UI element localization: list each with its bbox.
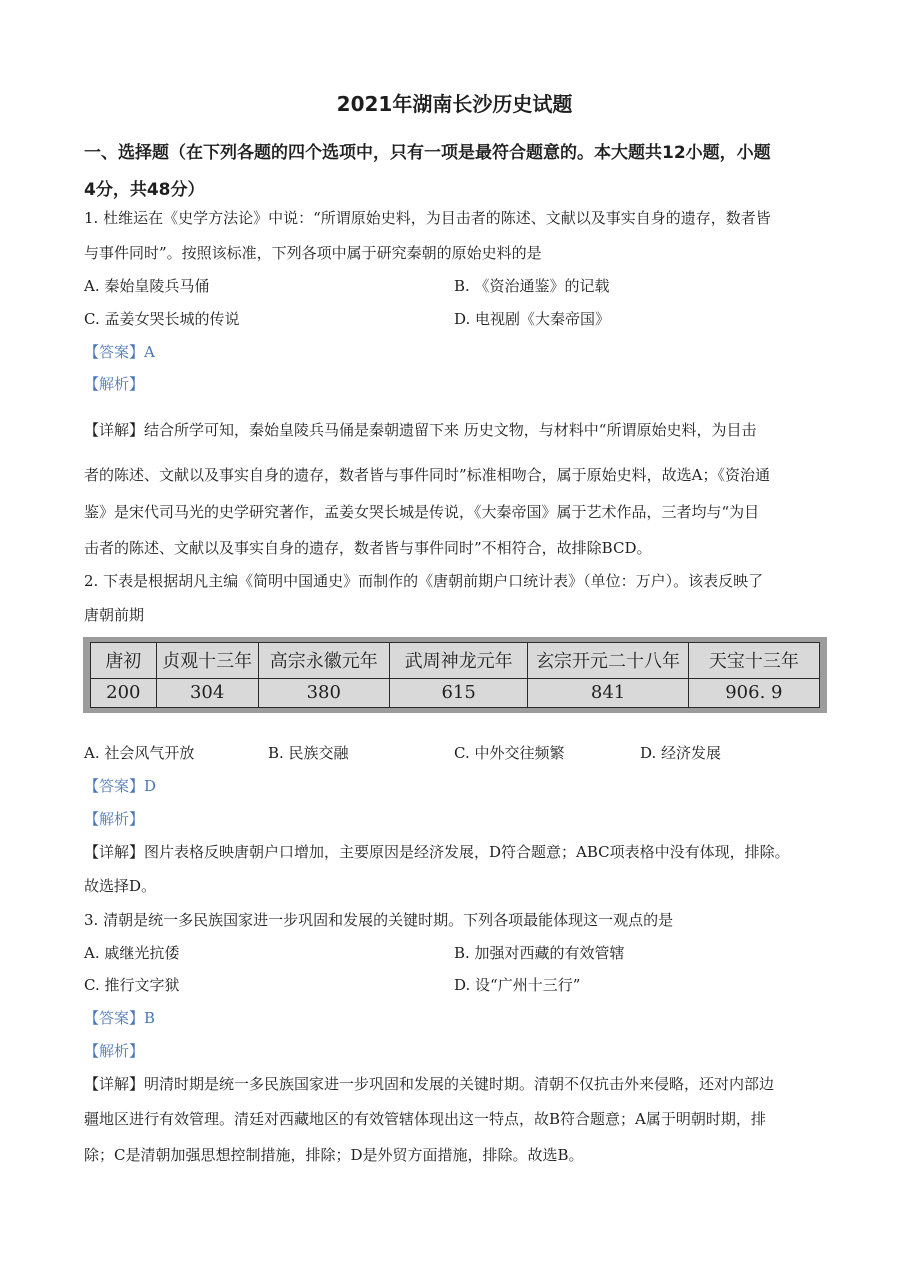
table-header-cell: 武周神龙元年 — [389, 643, 528, 679]
table-header-cell: 唐初 — [91, 643, 157, 679]
q2-stem-line1: 2. 下表是根据胡凡主编《简明中国通史》而制作的《唐朝前期户口统计表》（单位：万户）。该表反映了 — [84, 572, 764, 590]
q2-detail-line1: 【详解】图片表格反映唐朝户口增加，主要原因是经济发展，D符合题意；ABC项表格中没有体现，排除。 — [84, 843, 790, 861]
q3-option-a: A. 戚继光抗倭 — [84, 944, 180, 962]
q3-answer: 【答案】B — [84, 1009, 156, 1027]
q2-answer: 【答案】D — [84, 777, 157, 795]
q2-option-d: D. 经济发展 — [640, 744, 722, 762]
section-heading-line1: 一、选择题（在下列各题的四个选项中，只有一项是最符合题意的。本大题共12小题，小题 — [84, 143, 771, 163]
table-header-cell: 玄宗开元二十八年 — [528, 643, 688, 679]
q3-detail-line1: 【详解】明清时期是统一多民族国家进一步巩固和发展的关键时期。清朝不仅抗击外来侵略，还对内部边 — [84, 1075, 775, 1093]
q2-option-a: A. 社会风气开放 — [84, 744, 195, 762]
q2-option-b: B. 民族交融 — [268, 744, 349, 762]
q3-detail-line2: 疆地区进行有效管理。清廷对西藏地区的有效管辖体现出这一特点，故B符合题意；A属于明朝时期，排 — [84, 1110, 766, 1128]
q1-stem-line2: 与事件同时”。按照该标准，下列各项中属于研究秦朝的原始史料的是 — [84, 244, 542, 262]
table-header-row — [91, 643, 820, 679]
q1-option-a: A. 秦始皇陵兵马俑 — [84, 277, 210, 295]
q1-answer: 【答案】A — [84, 343, 155, 361]
q1-detail-line2: 者的陈述、文献以及事实自身的遗存，数者皆与事件同时”标准相吻合，属于原始史料，故选A；《资治通 — [84, 466, 771, 484]
table-cell: 615 — [389, 678, 528, 707]
q1-analysis-label: 【解析】 — [84, 375, 145, 393]
q3-option-b: B. 加强对西藏的有效管辖 — [454, 944, 625, 962]
section-heading-line2: 4分，共48分） — [84, 180, 205, 200]
table-row — [91, 678, 820, 707]
page-title: 2021年湖南长沙历史试题 — [336, 92, 573, 116]
table-header-cell: 贞观十三年 — [156, 643, 258, 679]
q1-detail-line1: 【详解】结合所学可知，秦始皇陵兵马俑是秦朝遗留下来 历史文物，与材料中“所谓原始史料，为目击 — [84, 421, 757, 439]
table-header-cell: 高宗永徽元年 — [258, 643, 389, 679]
q1-stem-line1: 1. 杜维运在《史学方法论》中说：“所谓原始史料，为目击者的陈述、文献以及事实自身的遗存，数者皆 — [84, 209, 771, 227]
table-cell: 200 — [91, 678, 157, 707]
q1-detail-line3: 鉴》是宋代司马光的史学研究著作，孟姜女哭长城是传说，《大秦帝国》属于艺术作品，三者均与“为目 — [84, 503, 760, 521]
q3-option-c: C. 推行文字狱 — [84, 976, 180, 994]
q1-detail-line4: 击者的陈述、文献以及事实自身的遗存，数者皆与事件同时”不相符合，故排除BCD。 — [84, 539, 652, 557]
q1-option-d: D. 电视剧《大秦帝国》 — [454, 310, 611, 328]
q2-option-c: C. 中外交往频繁 — [454, 744, 565, 762]
table-cell: 380 — [258, 678, 389, 707]
population-table-image — [83, 637, 827, 713]
population-table — [90, 642, 820, 708]
q3-option-d: D. 设“广州十三行” — [454, 976, 581, 994]
q3-stem-line1: 3. 清朝是统一多民族国家进一步巩固和发展的关键时期。下列各项最能体现这一观点的是 — [84, 911, 674, 929]
q2-detail-line2: 故选择D。 — [84, 877, 157, 895]
q2-stem-line2: 唐朝前期 — [84, 606, 145, 624]
table-cell: 304 — [156, 678, 258, 707]
q3-analysis-label: 【解析】 — [84, 1042, 145, 1060]
table-cell: 841 — [528, 678, 688, 707]
table-cell: 906. 9 — [688, 678, 819, 707]
q2-analysis-label: 【解析】 — [84, 810, 145, 828]
q3-detail-line3: 除；C是清朝加强思想控制措施，排除；D是外贸方面措施，排除。故选B。 — [84, 1146, 584, 1164]
table-header-cell: 天宝十三年 — [688, 643, 819, 679]
q1-option-b: B. 《资治通鉴》的记载 — [454, 277, 610, 295]
q1-option-c: C. 孟姜女哭长城的传说 — [84, 310, 240, 328]
